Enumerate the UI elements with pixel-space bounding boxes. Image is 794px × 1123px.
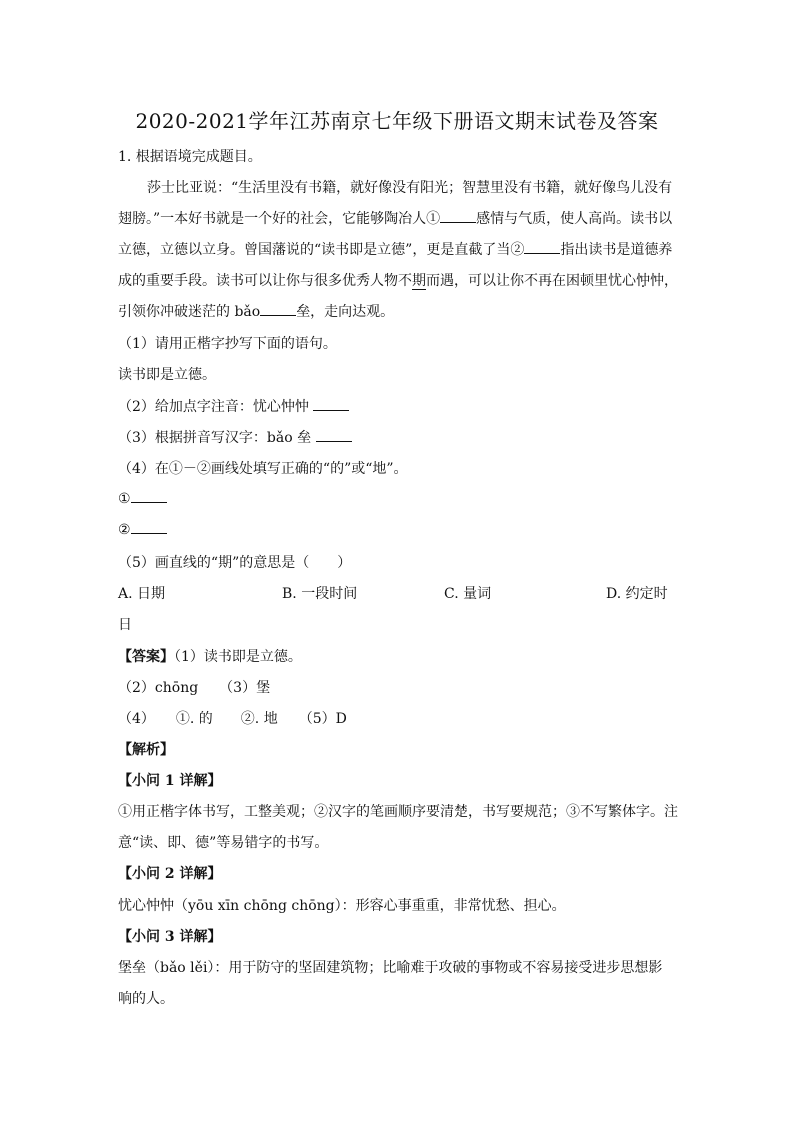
fill-blank-2 <box>118 521 167 538</box>
sub-question-3 <box>118 427 352 447</box>
answer-blank-4a <box>131 490 167 503</box>
option-a: A. 日期 <box>118 586 166 602</box>
blank-2-line <box>524 241 560 254</box>
blank-marker-2: ② <box>118 522 131 538</box>
option-d-continuation: 日 <box>118 617 132 633</box>
answer-line-3: （4） ①. 的 ②. 地 （5）D <box>118 711 347 727</box>
blank-bao-line <box>260 303 296 316</box>
passage-line-4 <box>118 270 678 290</box>
answer-label: 【答案】 <box>118 649 174 665</box>
fill-blank-1 <box>118 490 167 507</box>
answer-line-1 <box>118 646 302 666</box>
option-d: D. 约定时 <box>606 586 668 602</box>
document-title: 2020-2021学年江苏南京七年级下册语文期末试卷及答案 <box>135 109 659 133</box>
analysis-q1-line-1: ①用正楷字体书写，工整美观；②汉字的笔画顺序要清楚，书写要规范；③不写繁体字。注 <box>118 804 678 820</box>
analysis-q2-line-1: 忧心忡忡（yōu xīn chōng chōng）：形容心事重重，非常忧愁、担心。 <box>118 898 566 914</box>
sub-question-1: （1）请用正楷字抄写下面的语句。 <box>118 336 337 352</box>
analysis-q1-label: 【小问 1 详解】 <box>118 773 222 789</box>
sub-question-2-text: （2）给加点字注音：忧心忡忡 <box>118 399 309 415</box>
passage-line-3 <box>118 239 672 259</box>
answer-line-2: （2）chōng （3）堡 <box>118 680 271 696</box>
blank-marker-1: ① <box>118 491 131 507</box>
sub-question-3-text: （3）根据拼音写汉字：bǎo 垒 <box>118 430 312 446</box>
passage-line-5 <box>118 301 394 321</box>
sub-question-4: （4）在①－②画线处填写正确的“的”或“地”。 <box>118 461 408 477</box>
dotted-char-chong: 忡 <box>636 273 650 289</box>
passage-text: 感情与气质，使人高尚。读书以 <box>476 211 673 227</box>
sub-question-2 <box>118 396 349 416</box>
option-b: B. 一段时间 <box>282 586 358 602</box>
blank-1-line <box>440 210 476 223</box>
answer-1: （1）读书即是立德。 <box>174 649 302 665</box>
passage-text: 而遇，可以让你不再在困顿里忧心 <box>426 273 636 289</box>
analysis-q3-line-1: 堡垒（bǎo lěi）：用于防守的坚固建筑物；比喻难于攻破的事物或不容易接受进步思想影 <box>118 960 663 976</box>
sub-question-5: （5）画直线的“期”的意思是（ ） <box>118 555 352 571</box>
sub-question-1-text: 读书即是立德。 <box>118 367 216 383</box>
analysis-label: 【解析】 <box>118 742 174 758</box>
analysis-q1-line-2: 意“读、即、德”等易错字的书写。 <box>118 835 329 851</box>
passage-text: 成的重要手段。读书可以让你与很多优秀人物不 <box>118 273 412 289</box>
passage-text: 忡， <box>650 273 678 289</box>
analysis-q3-line-2: 响的人。 <box>118 991 174 1007</box>
answer-blank-3 <box>316 429 352 442</box>
answer-blank-4b <box>131 521 167 534</box>
analysis-q3-label: 【小问 3 详解】 <box>118 929 222 945</box>
passage-text: 指出读书是道德养 <box>560 242 673 258</box>
passage-line-1: 莎士比亚说：“生活里没有书籍，就好像没有阳光；智慧里没有书籍，就好像鸟儿没有 <box>147 180 673 196</box>
passage-text: 垒，走向达观。 <box>296 304 395 320</box>
option-c: C. 量词 <box>444 586 492 602</box>
passage-text: 引领你冲破迷茫的 bǎo <box>118 304 261 320</box>
underlined-char-qi: 期 <box>412 273 426 289</box>
passage-line-2 <box>118 208 672 228</box>
analysis-q2-label: 【小问 2 详解】 <box>118 866 222 882</box>
passage-text: 立德，立德以立身。曾国藩说的“读书即是立德”，更是直截了当② <box>118 242 525 258</box>
question-title: 1. 根据语境完成题目。 <box>118 149 262 165</box>
passage-text: 翅膀。”一本好书就是一个好的社会，它能够陶冶人① <box>118 211 441 227</box>
answer-blank-2 <box>313 398 349 411</box>
